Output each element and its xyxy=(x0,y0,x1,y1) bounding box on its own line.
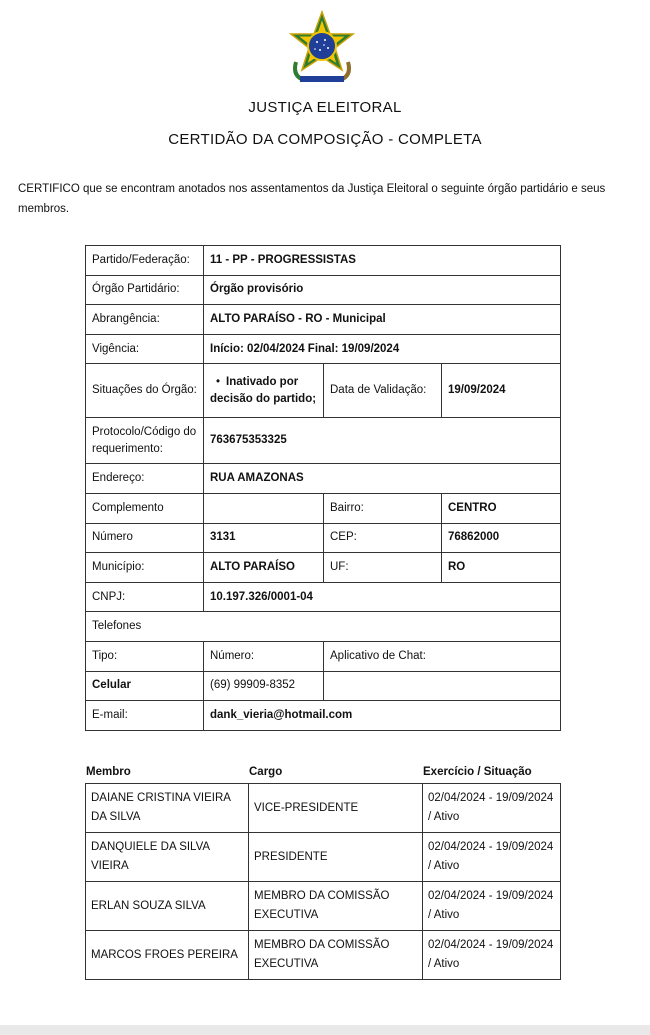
protocolo-label: Protocolo/Código do requerimento: xyxy=(86,418,204,464)
members-header-membro: Membro xyxy=(86,766,131,778)
brasao-icon xyxy=(286,8,358,86)
member-situacao: 02/04/2024 - 19/09/2024 / Ativo xyxy=(423,882,561,931)
table-row xyxy=(86,784,561,833)
complemento-label: Complemento xyxy=(86,493,204,523)
complemento-value xyxy=(204,493,324,523)
cnpj-value: 10.197.326/0001-04 xyxy=(204,582,561,612)
cnpj-label: CNPJ: xyxy=(86,582,204,612)
member-name: DAIANE CRISTINA VIEIRA DA SILVA xyxy=(86,784,249,833)
telefones-label: Telefones xyxy=(86,612,561,642)
row-cnpj xyxy=(86,582,561,612)
numero-label: Número xyxy=(86,523,204,553)
page-bottom-bar xyxy=(0,1025,650,1035)
tel-numero: (69) 99909-8352 xyxy=(204,671,324,701)
protocolo-value: 763675353325 xyxy=(204,418,561,464)
vigencia-label: Vigência: xyxy=(86,334,204,364)
situacoes-cell xyxy=(204,364,324,418)
intro-paragraph: CERTIFICO que se encontram anotados nos assentamentos da Justiça Eleitoral o seguinte órgão partidário e seus membros. xyxy=(18,183,606,215)
orgao-label: Órgão Partidário: xyxy=(86,275,204,305)
aplicativo-label: Aplicativo de Chat: xyxy=(324,641,561,671)
abrangencia-value: ALTO PARAÍSO - RO - Municipal xyxy=(204,305,561,335)
row-vigencia xyxy=(86,334,561,364)
email-value: dank_vieria@hotmail.com xyxy=(204,701,561,731)
page-title: JUSTIÇA ELEITORAL xyxy=(248,99,402,116)
row-telefone xyxy=(86,671,561,701)
table-row xyxy=(86,833,561,882)
data-validacao-label: Data de Validação: xyxy=(324,364,442,418)
member-cargo: VICE-PRESIDENTE xyxy=(249,784,423,833)
numero-tel-label: Número: xyxy=(204,641,324,671)
member-situacao: 02/04/2024 - 19/09/2024 / Ativo xyxy=(423,833,561,882)
municipio-label: Município: xyxy=(86,553,204,583)
row-email xyxy=(86,701,561,731)
member-situacao: 02/04/2024 - 19/09/2024 / Ativo xyxy=(423,784,561,833)
numero-value: 3131 xyxy=(204,523,324,553)
uf-label: UF: xyxy=(324,553,442,583)
member-cargo: MEMBRO DA COMISSÃO EXECUTIVA xyxy=(249,882,423,931)
row-municipio xyxy=(86,553,561,583)
tel-aplicativo xyxy=(324,671,561,701)
partido-label: Partido/Federação: xyxy=(86,246,204,276)
orgao-info-table xyxy=(85,245,561,731)
vigencia-value: Início: 02/04/2024 Final: 19/09/2024 xyxy=(204,334,561,364)
table-row xyxy=(86,882,561,931)
member-cargo: PRESIDENTE xyxy=(249,833,423,882)
endereco-value: RUA AMAZONAS xyxy=(204,464,561,494)
uf-value: RO xyxy=(442,553,561,583)
member-situacao: 02/04/2024 - 19/09/2024 / Ativo xyxy=(423,931,561,980)
row-partido xyxy=(86,246,561,276)
members-table xyxy=(85,783,561,980)
situacoes-label: Situações do Órgão: xyxy=(86,364,204,418)
member-cargo: MEMBRO DA COMISSÃO EXECUTIVA xyxy=(249,931,423,980)
table-row xyxy=(86,931,561,980)
orgao-value: Órgão provisório xyxy=(204,275,561,305)
members-header-situacao: Exercício / Situação xyxy=(423,766,532,778)
row-complemento xyxy=(86,493,561,523)
bairro-label: Bairro: xyxy=(324,493,442,523)
page-subtitle: CERTIDÃO DA COMPOSIÇÃO - COMPLETA xyxy=(168,131,482,148)
email-label: E-mail: xyxy=(86,701,204,731)
cep-label: CEP: xyxy=(324,523,442,553)
situacoes-value: • Inativado por decisão do partido; xyxy=(210,374,317,408)
partido-value: 11 - PP - PROGRESSISTAS xyxy=(204,246,561,276)
endereco-label: Endereço: xyxy=(86,464,204,494)
tipo-label: Tipo: xyxy=(86,641,204,671)
row-telefones xyxy=(86,612,561,642)
row-orgao xyxy=(86,275,561,305)
row-protocolo xyxy=(86,418,561,464)
cep-value: 76862000 xyxy=(442,523,561,553)
municipio-value: ALTO PARAÍSO xyxy=(204,553,324,583)
bairro-value: CENTRO xyxy=(442,493,561,523)
member-name: MARCOS FROES PEREIRA xyxy=(86,931,249,980)
row-situacoes xyxy=(86,364,561,418)
row-telefone-header xyxy=(86,641,561,671)
row-numero xyxy=(86,523,561,553)
data-validacao-value: 19/09/2024 xyxy=(442,364,561,418)
row-abrangencia xyxy=(86,305,561,335)
members-header-cargo: Cargo xyxy=(249,766,283,778)
member-name: DANQUIELE DA SILVA VIEIRA xyxy=(86,833,249,882)
row-endereco xyxy=(86,464,561,494)
tel-tipo: Celular xyxy=(86,671,204,701)
member-name: ERLAN SOUZA SILVA xyxy=(86,882,249,931)
abrangencia-label: Abrangência: xyxy=(86,305,204,335)
